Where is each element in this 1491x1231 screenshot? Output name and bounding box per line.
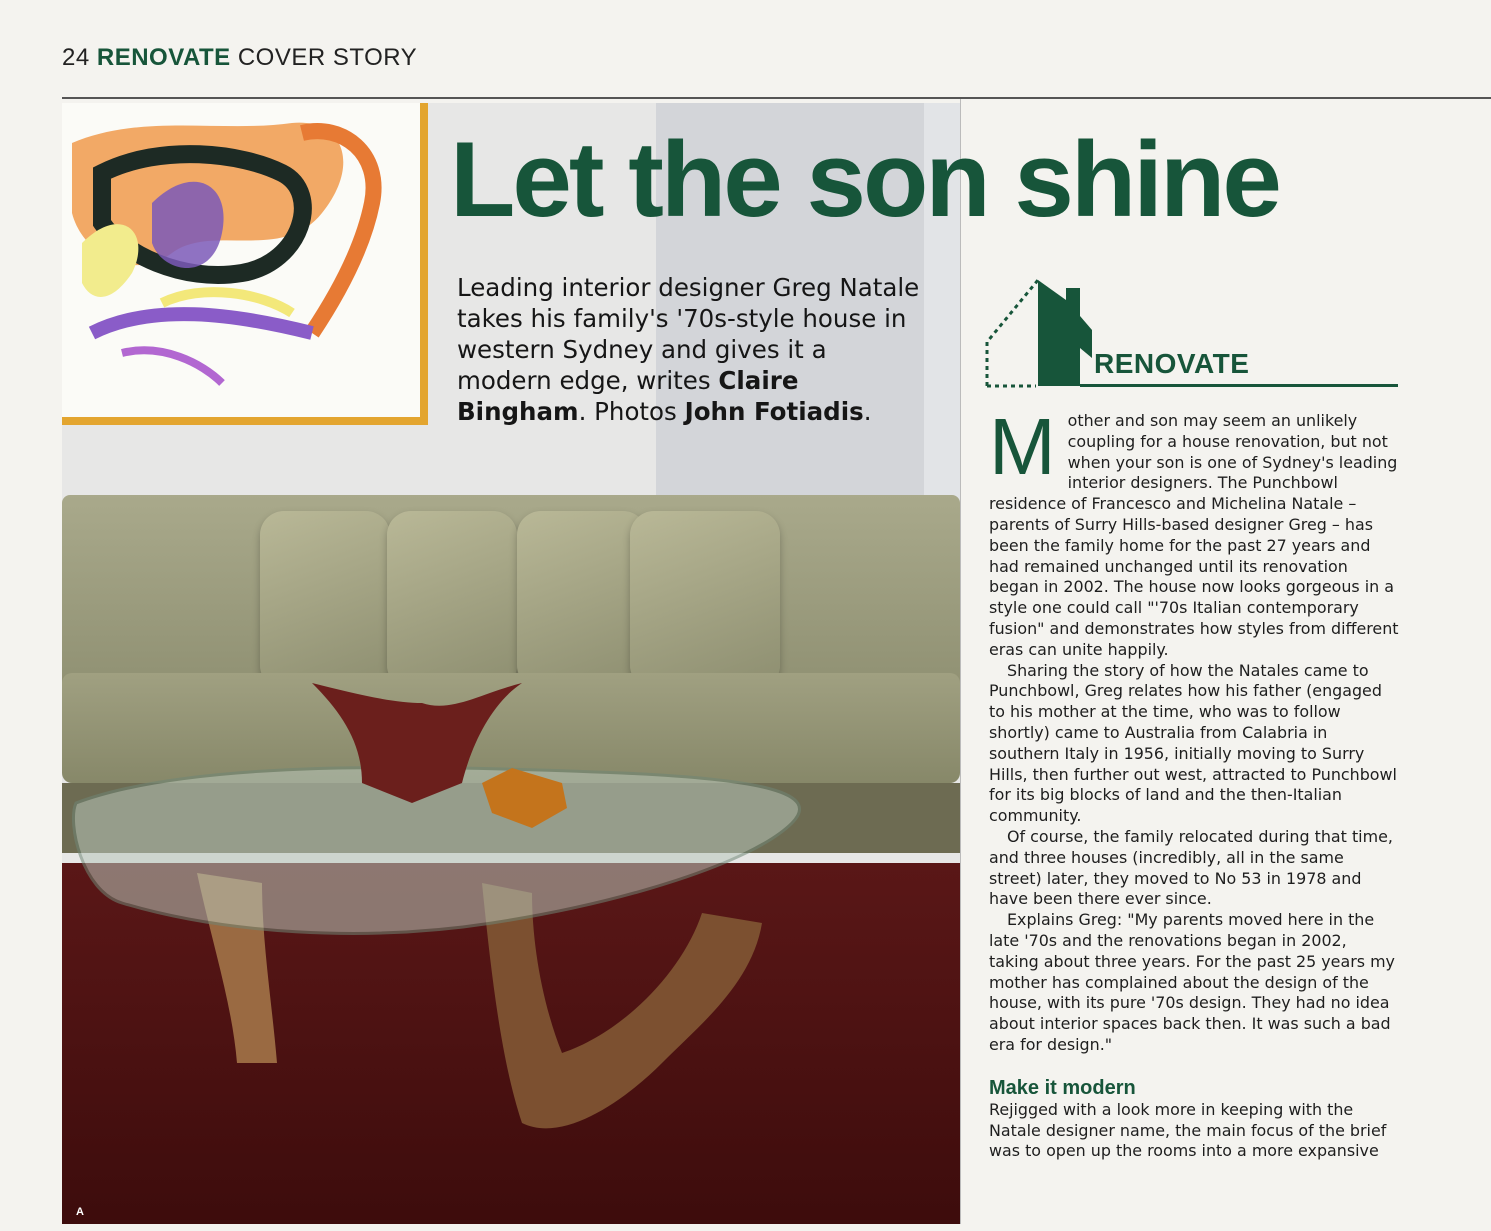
section-name: RENOVATE bbox=[96, 44, 231, 71]
body-column bbox=[989, 402, 1401, 1162]
renovate-logo-text: RENOVATE bbox=[1094, 348, 1250, 379]
body-paragraph: Explains Greg: "My parents moved here in the late '70s and the renovations began in 2002, taking about three years. For the past 25 years my mother has complained about the design of the house, with its pure '70s design. They had no idea about interior spaces back then. It was such a bad era for design." bbox=[989, 910, 1395, 1054]
subhead: Make it modern bbox=[989, 1076, 1136, 1099]
standfirst-end: . bbox=[863, 397, 872, 426]
body-paragraph: Rejigged with a look more in keeping with the Natale designer name, the main focus of the brief was to open up the rooms into a more expansive bbox=[989, 1099, 1387, 1161]
standfirst bbox=[457, 272, 927, 427]
subsection-name: COVER STORY bbox=[237, 44, 418, 71]
column-divider bbox=[960, 99, 961, 1224]
body-paragraph: Of course, the family relocated during that time, and three houses (incredibly, all in the same street) later, they moved to No 53 in 1978 and have been there ever since. bbox=[989, 826, 1393, 909]
photographer-credit: John Fotiadis bbox=[684, 397, 864, 426]
body-paragraph: Sharing the story of how the Natales came to Punchbowl, Greg relates how his father (engaged to his mother at the time, who was to follow shortly) came to Australia from Calabria in southern Italy in 1956, initially moving to Surry Hills, then further out west, attracted to Punchbowl for its big blocks of land and the then-Italian community. bbox=[989, 660, 1397, 826]
standfirst-intro: Leading interior designer Greg Natale takes his family's '70s-style house in western Sydney and gives it a modern edge, writes bbox=[457, 273, 920, 395]
photo-corner-mark: A bbox=[76, 1206, 84, 1218]
headline: Let the son shine bbox=[450, 119, 1279, 239]
running-head bbox=[62, 44, 417, 72]
drop-cap: M bbox=[989, 402, 1056, 491]
standfirst-photos: . Photos bbox=[578, 397, 685, 426]
writer-credit: Claire Bingham bbox=[457, 366, 799, 426]
body-paragraph: other and son may seem an unlikely coupling for a house renovation, but not when your son is one of Sydney's leading interior designers. The Punchbowl residence of Francesco and Michelina Natale – parents of Surry Hills-based designer Greg – has been the family home for the past 27 years and had remained unchanged until its renovation began in 2002. The house now looks gorgeous in a style one could call "'70s Italian contemporary fusion" and demonstrates how styles from different eras can unite happily. bbox=[989, 411, 1399, 659]
top-rule bbox=[62, 97, 1491, 99]
page-number: 24 bbox=[62, 44, 90, 71]
